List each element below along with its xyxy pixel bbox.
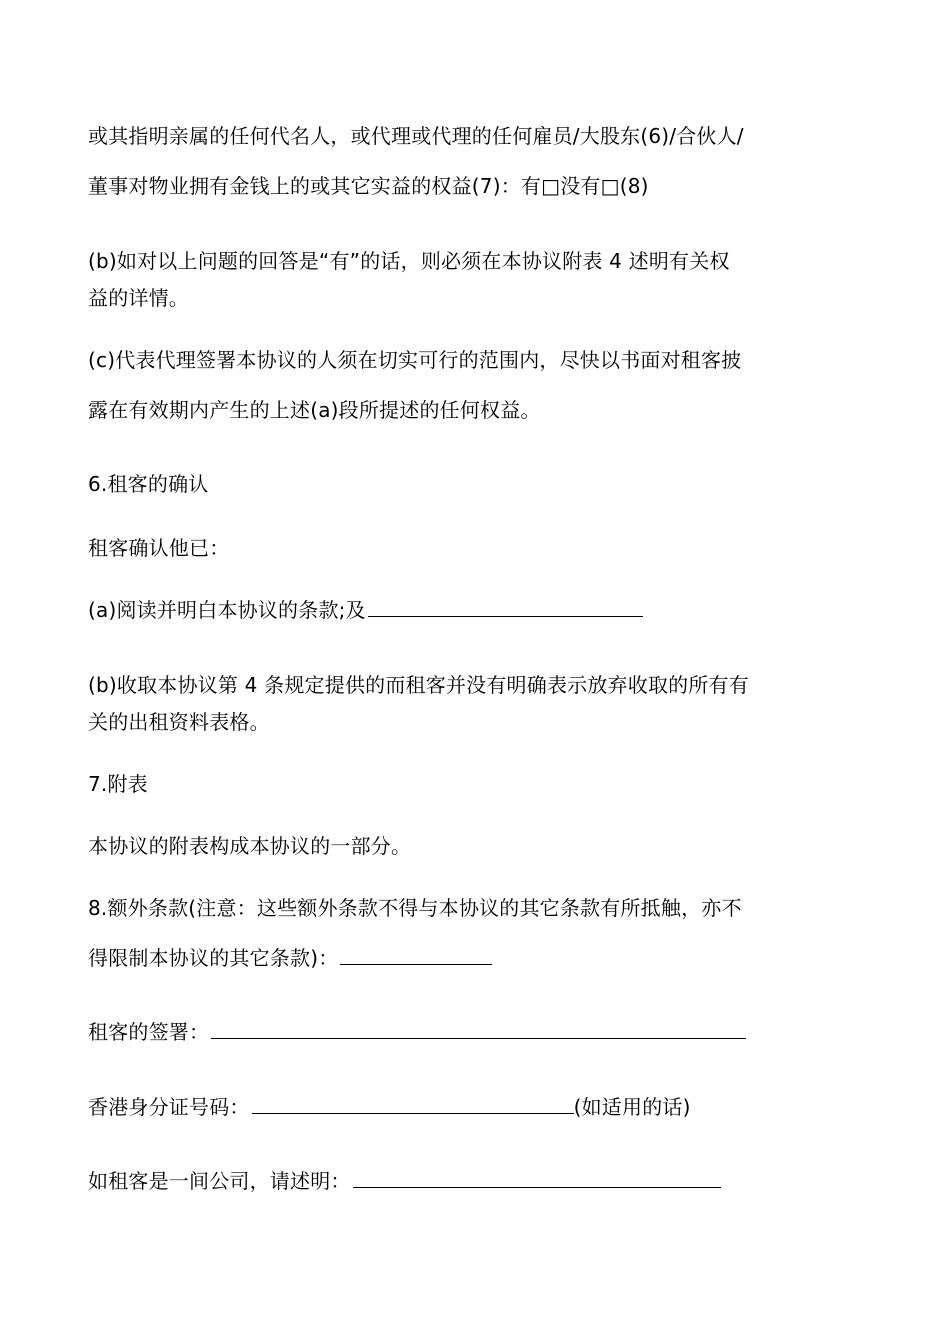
section8-line2 <box>88 944 492 972</box>
tenant-signature-row <box>88 1018 746 1046</box>
section5-para-b-line2: 益的详情。 <box>88 286 189 310</box>
hkid-blank-line[interactable] <box>252 1093 574 1114</box>
section6-item-a <box>88 596 643 624</box>
company-label: 如租客是一间公司，请述明： <box>88 1169 351 1193</box>
section5-para-c-line2: 露在有效期内产生的上述(a)段所提述的任何权益。 <box>88 398 541 422</box>
section6-intro: 租客确认他已： <box>88 536 230 560</box>
company-row <box>88 1167 721 1195</box>
section5-line1: 或其指明亲属的任何代名人，或代理或代理的任何雇员/大股东(6)/合伙人/ <box>88 124 744 148</box>
section7-text: 本协议的附表构成本协议的一部分。 <box>88 834 412 858</box>
section5-line2: 董事对物业拥有金钱上的或其它实益的权益(7)：有□没有□(8) <box>88 174 649 198</box>
section6-item-b-line1: (b)收取本协议第 4 条规定提供的而租客并没有明确表示放弃收取的所有有 <box>88 673 749 697</box>
hkid-suffix: (如适用的话) <box>573 1095 691 1119</box>
item-a-blank-line[interactable] <box>368 596 643 617</box>
section8-line1: 8.额外条款(注意：这些额外条款不得与本协议的其它条款有所抵触，亦不 <box>88 896 742 920</box>
item-a-text: (a)阅读并明白本协议的条款;及 <box>88 598 366 622</box>
extra-terms-blank-line[interactable] <box>340 944 492 965</box>
tenant-signature-label: 租客的签署： <box>88 1020 210 1044</box>
section6-heading: 6.租客的确认 <box>88 472 209 496</box>
section7-heading: 7.附表 <box>88 772 148 796</box>
section6-item-b-line2: 关的出租资料表格。 <box>88 710 270 734</box>
tenant-signature-blank-line[interactable] <box>211 1018 746 1039</box>
section8-line2-text: 得限制本协议的其它条款)： <box>88 946 339 970</box>
hkid-row <box>88 1093 691 1121</box>
hkid-label: 香港身分证号码： <box>88 1095 250 1119</box>
section5-para-b-line1: (b)如对以上问题的回答是“有”的话，则必须在本协议附表 4 述明有关权 <box>88 249 730 273</box>
section5-para-c-line1: (c)代表代理签署本协议的人须在切实可行的范围内，尽快以书面对租客披 <box>88 348 742 372</box>
company-blank-line[interactable] <box>353 1167 721 1188</box>
